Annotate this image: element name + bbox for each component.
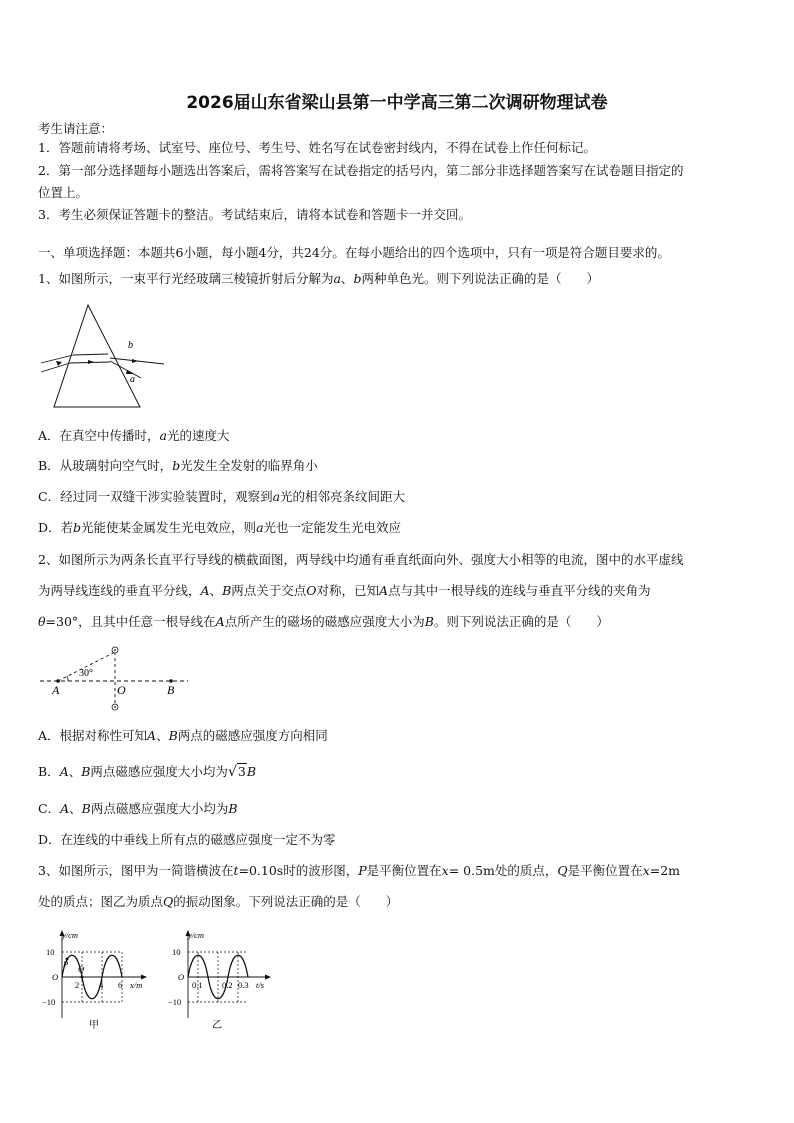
svg-text:O: O [178, 972, 185, 982]
q1-stem-pre: 1、如图所示，一束平行光经玻璃三棱镜折射后分解为 [38, 271, 334, 286]
q2-line-2: 为两导线连线的垂直平分线，A、B两点关于交点O对称，已知A点与其中一根导线的连线与垂直平分线的夹角为 [38, 583, 651, 598]
q3-line-2: 处的质点；图乙为质点Q的振动图象。下列说法正确的是（ ） [38, 894, 399, 909]
q2-line-1: 2、如图所示为两条长直平行导线的横截面图，两导线中均通有垂直纸面向外、强度大小相等的电流，图中的水平虚线 [38, 552, 684, 567]
svg-text:x/m: x/m [130, 980, 143, 990]
svg-text:甲: 甲 [89, 1020, 99, 1031]
q1-stem-mid: 、 [340, 271, 354, 286]
q2-option-c: C．A、B两点磁感应强度大小均为B [38, 801, 238, 816]
q2-option-b: B．A、B两点磁感应强度大小均为√3B [38, 764, 256, 780]
q2-fig-A: A [52, 683, 60, 697]
q2-fig-B: B [167, 683, 175, 697]
svg-text:乙: 乙 [212, 1020, 222, 1031]
q1-prism-figure [36, 300, 176, 412]
q1-option-d: D．若b光能使某金属发生光电效应，则a光也一定能发生光电效应 [38, 520, 402, 535]
svg-text:y/cm: y/cm [62, 930, 79, 940]
svg-text:10: 10 [172, 947, 181, 957]
svg-text:P: P [63, 959, 69, 969]
q1-var-a: a [333, 271, 341, 286]
q2-option-d: D．在连线的中垂线上所有点的磁感应强度一定不为零 [38, 832, 336, 847]
svg-text:t/s: t/s [256, 980, 265, 990]
q1-stem-post: 两种单色光。则下列说法正确的是（ ） [361, 271, 599, 286]
notice-item-2-cont: 位置上。 [38, 185, 89, 200]
q1-option-b: B．从玻璃射向空气时，b光发生全发射的临界角小 [38, 458, 318, 473]
q2-wire-figure [38, 644, 198, 714]
svg-text:y/cm: y/cm [188, 930, 205, 940]
svg-text:4: 4 [99, 980, 104, 990]
q1-var-b: b [353, 271, 362, 286]
prism-triangle [54, 305, 140, 407]
svg-text:−10: −10 [42, 997, 56, 1007]
q1-fig-label-b: b [128, 340, 133, 351]
q2-fig-O: O [117, 683, 126, 697]
q2-option-a: A．根据对称性可知A、B两点的磁感应强度方向相同 [38, 728, 328, 743]
notice-item-3: 3．考生必须保证答题卡的整洁。考试结束后，请将本试卷和答题卡一并交回。 [38, 207, 471, 222]
notice-item-1: 1．答题前请将考场、试室号、座位号、考生号、姓名写在试卷密封线内，不得在试卷上作任何标记。 [38, 140, 596, 155]
notice-item-2: 2．第一部分选择题每小题选出答案后，需将答案写在试卷指定的括号内，第二部分非选择题答案写在试卷题目指定的 [38, 163, 684, 178]
svg-text:Q: Q [78, 964, 85, 974]
notice-heading: 考生请注意： [38, 121, 114, 136]
svg-text:0.1: 0.1 [192, 980, 203, 990]
svg-text:6: 6 [118, 980, 123, 990]
q3-wave-figure [40, 928, 155, 1034]
svg-text:0.2: 0.2 [222, 980, 233, 990]
svg-text:10: 10 [46, 947, 55, 957]
q2-line-3: θ=30°，且其中任意一根导线在A点所产生的磁场的磁感应强度大小为B。则下列说法正确的是（ ） [38, 614, 609, 629]
page-title: 2026届山东省梁山县第一中学高三第二次调研物理试卷 [186, 93, 608, 113]
q3-line-1: 3、如图所示，图甲为一简谐横波在t=0.10s时的波形图，P是平衡位置在x= 0.5m处的质点，Q是平衡位置在x=2m [38, 863, 681, 878]
svg-text:2: 2 [75, 980, 80, 990]
section-heading: 一、单项选择题：本题共6小题，每小题4分，共24分。在每小题给出的四个选项中，只有一项是符合题目要求的。 [38, 245, 670, 260]
svg-text:−10: −10 [168, 997, 182, 1007]
q1-stem [38, 270, 599, 288]
q1-fig-label-a: a [130, 374, 135, 385]
q2-fig-angle: 30° [79, 668, 93, 679]
svg-text:0.3: 0.3 [238, 980, 249, 990]
q3-vibration-figure [170, 928, 285, 1034]
svg-text:O: O [52, 972, 59, 982]
q1-option-c: C．经过同一双缝干涉实验装置时，观察到a光的相邻亮条纹间距大 [38, 489, 406, 504]
q1-option-a: A．在真空中传播时，a光的速度大 [38, 428, 230, 443]
